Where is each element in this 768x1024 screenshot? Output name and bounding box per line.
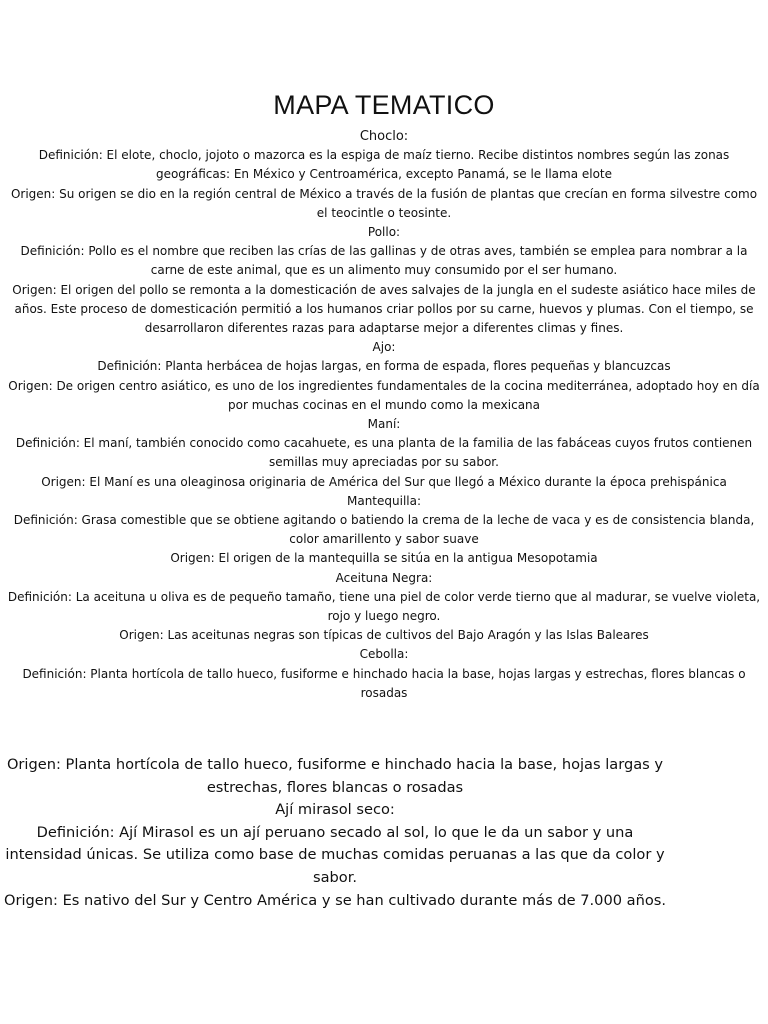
origin-ajo: Origen: De origen centro asiático, es uno de los ingredientes fundamentales de la cocina mediterránea, adoptado hoy en día por muchas cocinas en el mundo como la mexicana xyxy=(8,378,760,412)
section-heading-ajo: Ajo: xyxy=(372,340,396,355)
origin-mantequilla: Origen: El origen de la mantequilla se sitúa en la antigua Mesopotamia xyxy=(170,551,598,566)
origin-pollo: Origen: El origen del pollo se remonta a la domesticación de aves salvajes de la jungla en el sudeste asiático hace miles de años. Este proceso de domesticación permitió a los humanos criar pollos por su carne, huevos y plumas. Con el tiempo, se desarrollaron diferentes razas para adaptarse mejor a diferentes climas y fines. xyxy=(12,282,756,336)
definition-mantequilla: Definición: Grasa comestible que se obtiene agitando o batiendo la crema de la leche de vaca y es de consistencia blanda, color amarillento y sabor suave xyxy=(13,513,755,547)
section-heading-mantequilla: Mantequilla: xyxy=(346,493,422,508)
definition-aji-mirasol: Definición: Ají Mirasol es un ají peruano secado al sol, lo que le da un sabor y una intensidad únicas. Se utiliza como base de muchas comidas peruanas a las que da color y sabor. xyxy=(5,823,665,886)
section-heading-aceituna: Aceituna Negra: xyxy=(335,570,433,585)
definition-ajo: Definición: Planta herbácea de hojas largas, en forma de espada, flores pequeñas y blancuzcas xyxy=(97,359,671,374)
ingredient-list xyxy=(6,127,762,703)
ingredient-list-large xyxy=(4,754,666,912)
definition-choclo: Definición: El elote, choclo, jojoto o mazorca es la espiga de maíz tierno. Recibe distintos nombres según las zonas geográficas: En México y Centroamérica, excepto Panamá, se le llama elote xyxy=(38,148,730,182)
page-title: MAPA TEMATICO xyxy=(273,90,495,120)
origin-mani: Origen: El Maní es una oleaginosa originaria de América del Sur que llegó a México durante la época prehispánica xyxy=(41,474,727,489)
origin-choclo: Origen: Su origen se dio en la región central de México a través de la fusión de plantas que crecían en forma silvestre como el teocintle o teosinte. xyxy=(10,186,758,220)
section-heading-pollo: Pollo: xyxy=(367,225,401,240)
section-heading-choclo: Choclo: xyxy=(359,129,409,144)
definition-cebolla: Definición: Planta hortícola de tallo hueco, fusiforme e hinchado hacia la base, hojas largas y estrechas, flores blancas o rosadas xyxy=(22,666,746,700)
definition-aceituna: Definición: La aceituna u oliva es de pequeño tamaño, tiene una piel de color verde tierno que al madurar, se vuelve violeta, rojo y luego negro. xyxy=(7,589,761,624)
section-heading-mani: Maní: xyxy=(367,417,401,432)
definition-mani: Definición: El maní, también conocido como cacahuete, es una planta de la familia de las fabáceas cuyos frutos contienen semillas muy apreciadas por su sabor. xyxy=(15,436,753,470)
section-heading-cebolla: Cebolla: xyxy=(359,647,409,662)
definition-pollo: Definición: Pollo es el nombre que reciben las crías de las gallinas y de otras aves, también se emplea para nombrar a la carne de este animal, que es un alimento muy consumido por el ser humano. xyxy=(20,244,748,278)
section-heading-aji-mirasol: Ají mirasol seco: xyxy=(275,801,395,819)
origin-aji-mirasol: Origen: Es nativo del Sur y Centro América y se han cultivado durante más de 7.000 años. xyxy=(4,891,667,909)
origin-cebolla: Origen: Planta hortícola de tallo hueco, fusiforme e hinchado hacia la base, hojas largas y estrechas, flores blancas o rosadas xyxy=(6,756,664,796)
origin-aceituna: Origen: Las aceitunas negras son típicas de cultivos del Bajo Aragón y las Islas Baleares xyxy=(119,628,649,643)
